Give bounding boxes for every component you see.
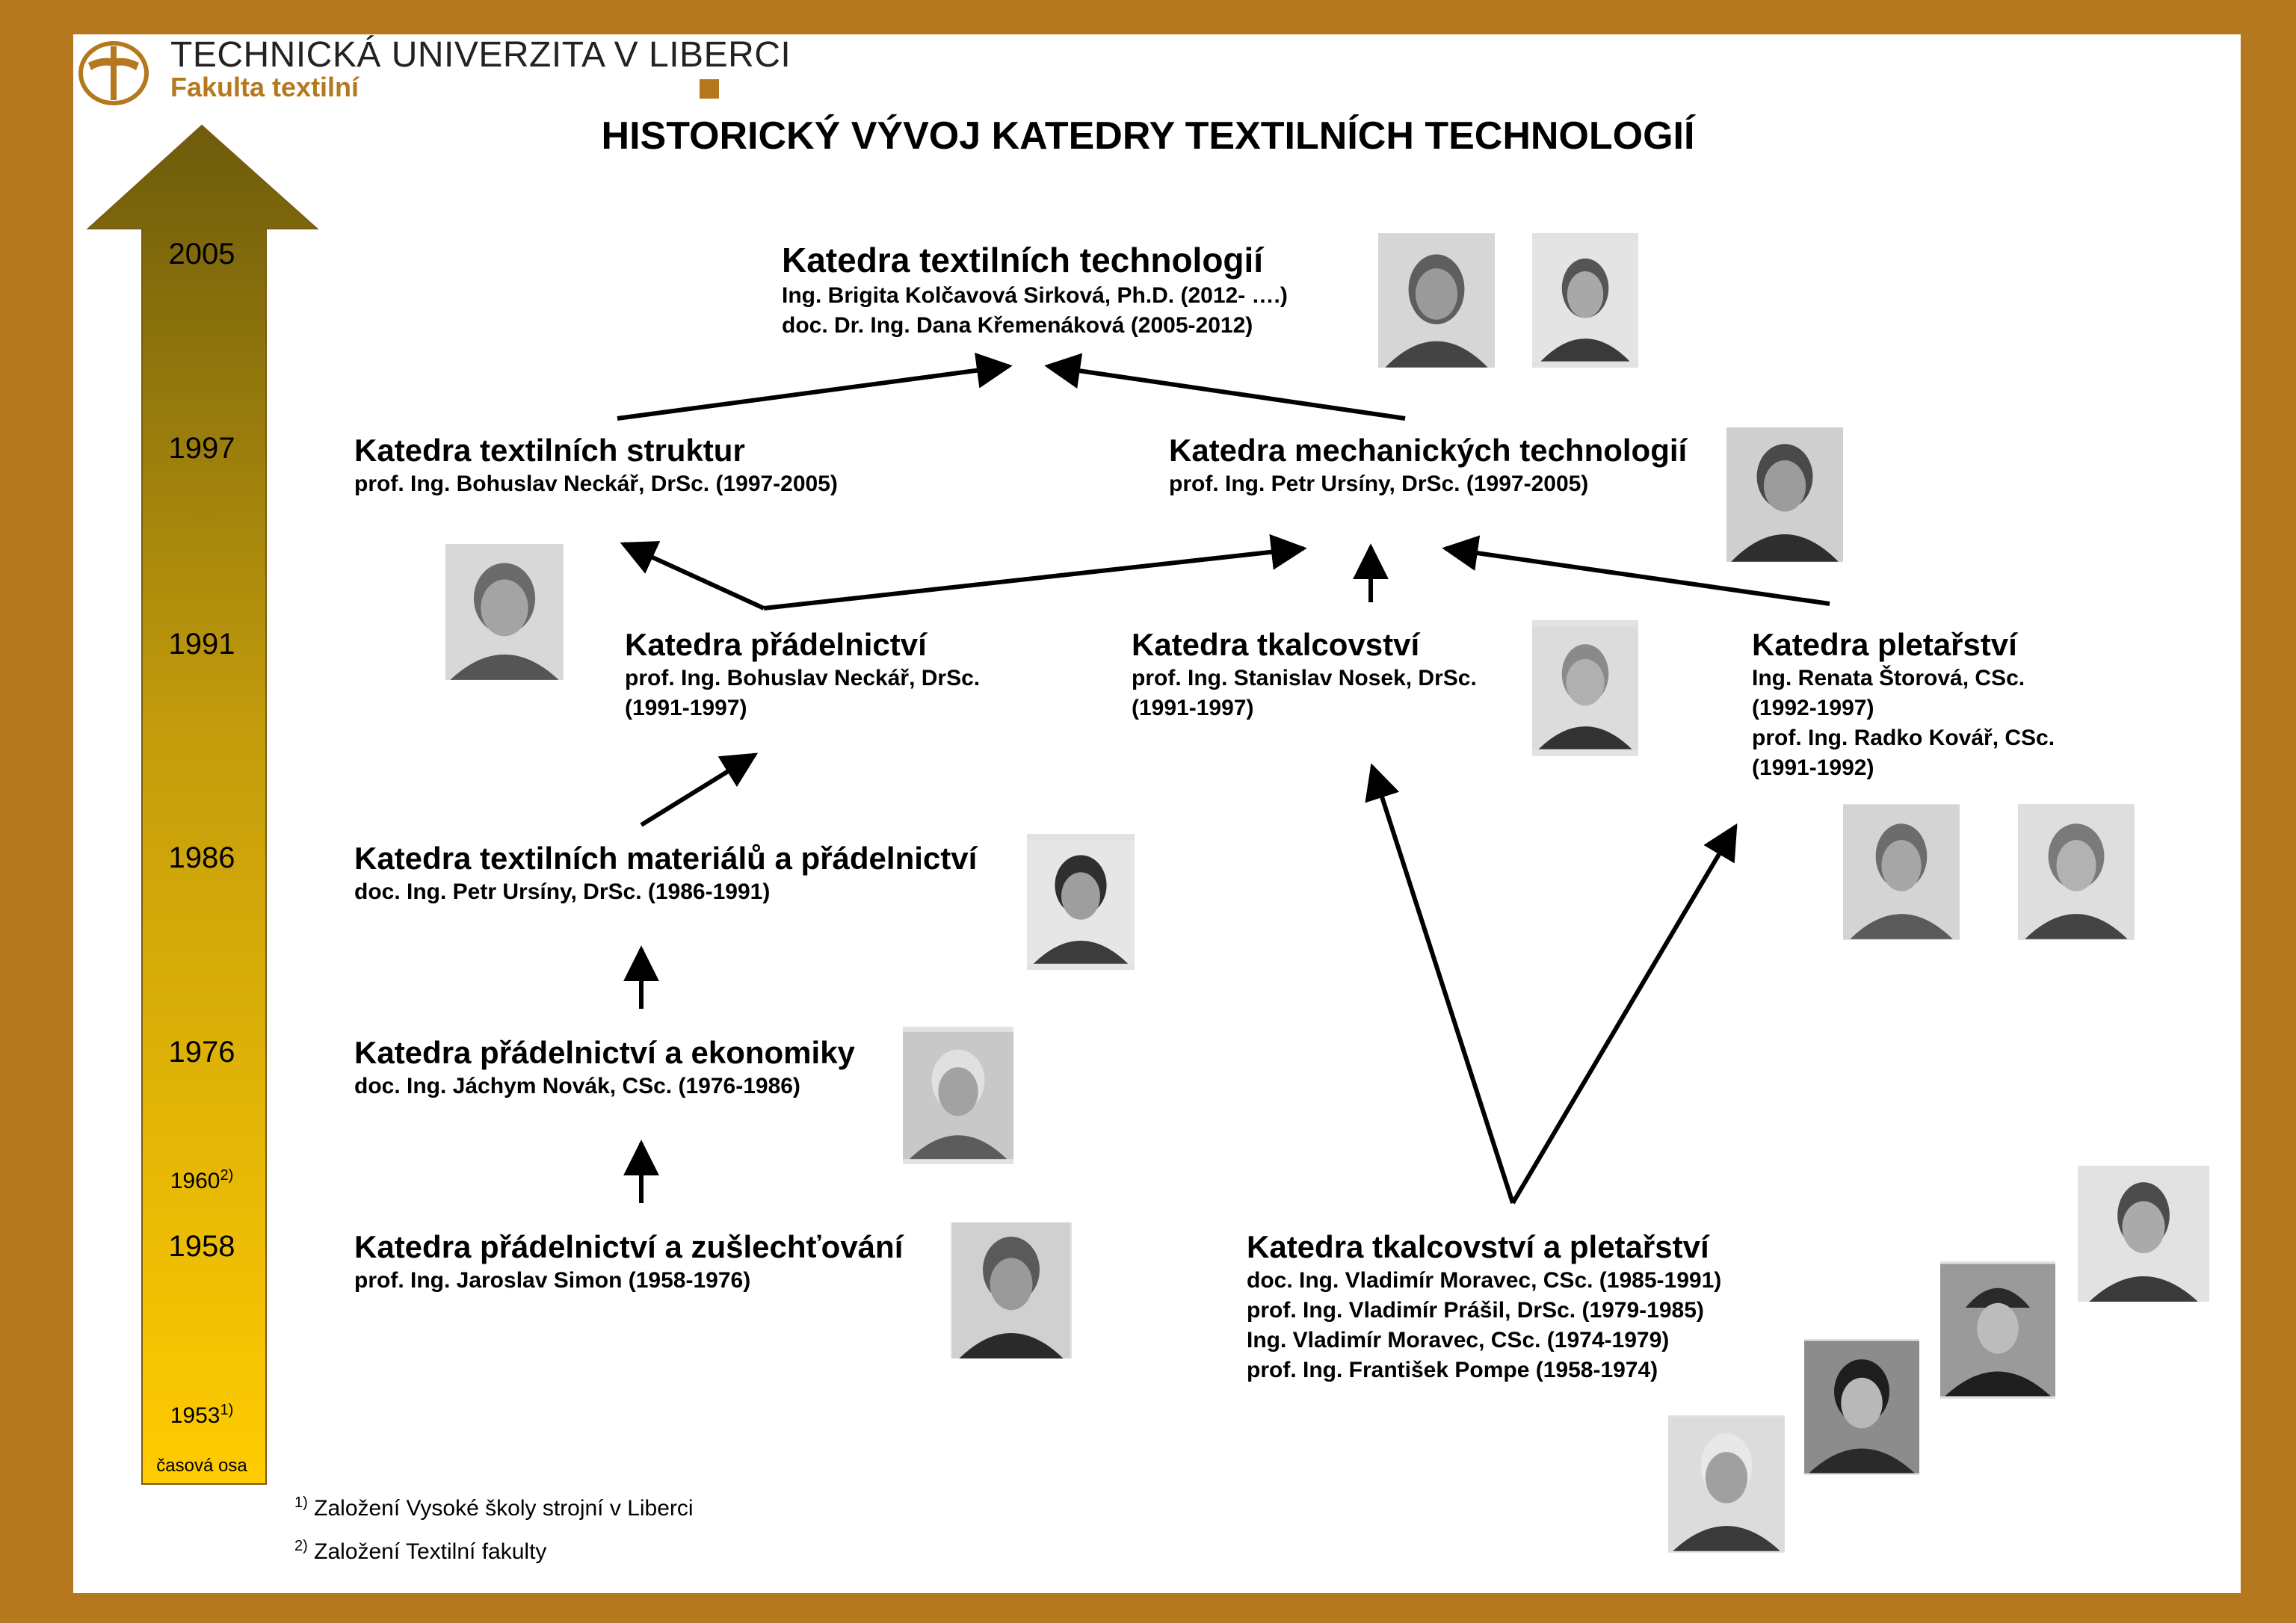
dept-head: doc. Dr. Ing. Dana Křemenáková (2005-2012) (782, 313, 1253, 338)
dept-spinning-economics (354, 1034, 855, 1101)
portrait-photo (2078, 1166, 2209, 1302)
dept-spinning (625, 626, 980, 723)
portrait-photo (1532, 620, 1638, 756)
year-label: 1991 (168, 628, 235, 661)
dept-head: (1991-1992) (1752, 755, 1874, 780)
year-label-founded-faculty: 1960$^{2)}$ (170, 1167, 234, 1193)
dept-name: Katedra tkalcovství a pletařství (1247, 1229, 1709, 1264)
portrait-photo (2018, 804, 2135, 940)
dept-name: Katedra přádelnictví a zušlechťování (354, 1229, 904, 1264)
arrow-weaving-knitting-to-knitting (1513, 826, 1735, 1203)
dept-head: prof. Ing. Petr Ursíny, DrSc. (1997-2005) (1169, 472, 1589, 496)
university-name: TECHNICKÁ UNIVERZITA V LIBERCI (170, 35, 791, 75)
portrait-photo (1027, 834, 1135, 970)
arrow-materials-to-spinning (641, 755, 755, 825)
dept-name: Katedra mechanických technologií (1169, 433, 1688, 468)
dept-name: Katedra přádelnictví a ekonomiky (354, 1035, 855, 1070)
dept-name: Katedra pletařství (1752, 627, 2017, 662)
dept-head: prof. Ing. Vladimír Prášil, DrSc. (1979-1985) (1247, 1298, 1704, 1323)
dept-weaving-knitting (1247, 1228, 1721, 1385)
dept-name: Katedra přádelnictví (625, 627, 927, 662)
dept-name: Katedra tkalcovství (1132, 627, 1420, 662)
dept-head: prof. Ing. Bohuslav Neckář, DrSc. (625, 666, 981, 690)
dept-knitting (1752, 626, 2055, 783)
dept-head: prof. Ing. Bohuslav Neckář, DrSc. (1997-2005) (354, 472, 838, 496)
dept-weaving (1132, 626, 1477, 723)
dept-name: Katedra textilních technologií (782, 241, 1264, 279)
portrait-photo (903, 1027, 1013, 1164)
dept-head: doc. Ing. Jáchym Novák, CSc. (1976-1986) (354, 1074, 800, 1098)
dept-spinning-finishing (354, 1228, 903, 1296)
dept-head: Ing. Renata Štorová, CSc. (1752, 666, 2025, 690)
axis-label: časová osa (156, 1456, 247, 1476)
year-label: 1997 (168, 432, 235, 465)
footnote: $^{1)}$ Založení Vysoké školy strojní v Liberci (294, 1494, 694, 1521)
arrow-spinning-to-mechanical (764, 548, 1303, 608)
dept-head: Ing. Vladimír Moravec, CSc. (1974-1979) (1247, 1328, 1670, 1352)
arrow-spinning-to-structures (623, 544, 764, 608)
year-label: 1986 (168, 841, 235, 874)
arrow-structures-to-technologies (617, 366, 1009, 418)
portrait-photo (1378, 233, 1495, 368)
portrait-photo (1532, 233, 1638, 368)
portrait-photo (1843, 804, 1960, 940)
dept-head: (1992-1997) (1752, 696, 1874, 720)
portrait-photo (445, 544, 564, 680)
dept-head: prof. Ing. Radko Kovář, CSc. (1752, 726, 2055, 750)
page-title: HISTORICKÝ VÝVOJ KATEDRY TEXTILNÍCH TECHNOLOGIÍ (601, 114, 1695, 158)
year-label: 1976 (168, 1036, 235, 1069)
year-label: 2005 (168, 238, 235, 270)
year-label-founded-school: 1953$^{1)}$ (170, 1402, 234, 1428)
dept-mechanical-technologies (1169, 432, 1687, 499)
dept-name: Katedra textilních materiálů a přádelnictví (354, 841, 978, 876)
footnote: $^{2)}$ Založení Textilní fakulty (294, 1538, 547, 1564)
faculty-name: Fakulta textilní (170, 72, 359, 102)
portrait-photo (1668, 1415, 1785, 1553)
portrait-photo (1940, 1261, 2055, 1399)
portrait-photo (951, 1222, 1072, 1358)
dept-textile-structures (354, 432, 838, 499)
dept-materials-spinning (354, 840, 977, 907)
dept-head: doc. Ing. Vladimír Moravec, CSc. (1985-1991) (1247, 1268, 1722, 1293)
portrait-photo (1804, 1339, 1919, 1475)
dept-head: Ing. Brigita Kolčavová Sirková, Ph.D. (2012- ….) (782, 283, 1288, 308)
arrow-weaving-knitting-to-weaving (1372, 767, 1513, 1203)
dept-head: prof. Ing. Jaroslav Simon (1958-1976) (354, 1268, 751, 1293)
dept-head: (1991-1997) (1132, 696, 1254, 720)
dept-textile-technologies (782, 239, 1288, 341)
dept-head: prof. Ing. Stanislav Nosek, DrSc. (1132, 666, 1477, 690)
dept-name: Katedra textilních struktur (354, 433, 745, 468)
dept-head: prof. Ing. František Pompe (1958-1974) (1247, 1358, 1658, 1382)
portrait-photo (1726, 427, 1843, 562)
dept-head: doc. Ing. Petr Ursíny, DrSc. (1986-1991) (354, 879, 771, 904)
dept-head: (1991-1997) (625, 696, 747, 720)
timeline-arrow (88, 126, 317, 1484)
arrow-mechanical-to-technologies (1048, 366, 1405, 418)
year-label: 1958 (168, 1230, 235, 1263)
